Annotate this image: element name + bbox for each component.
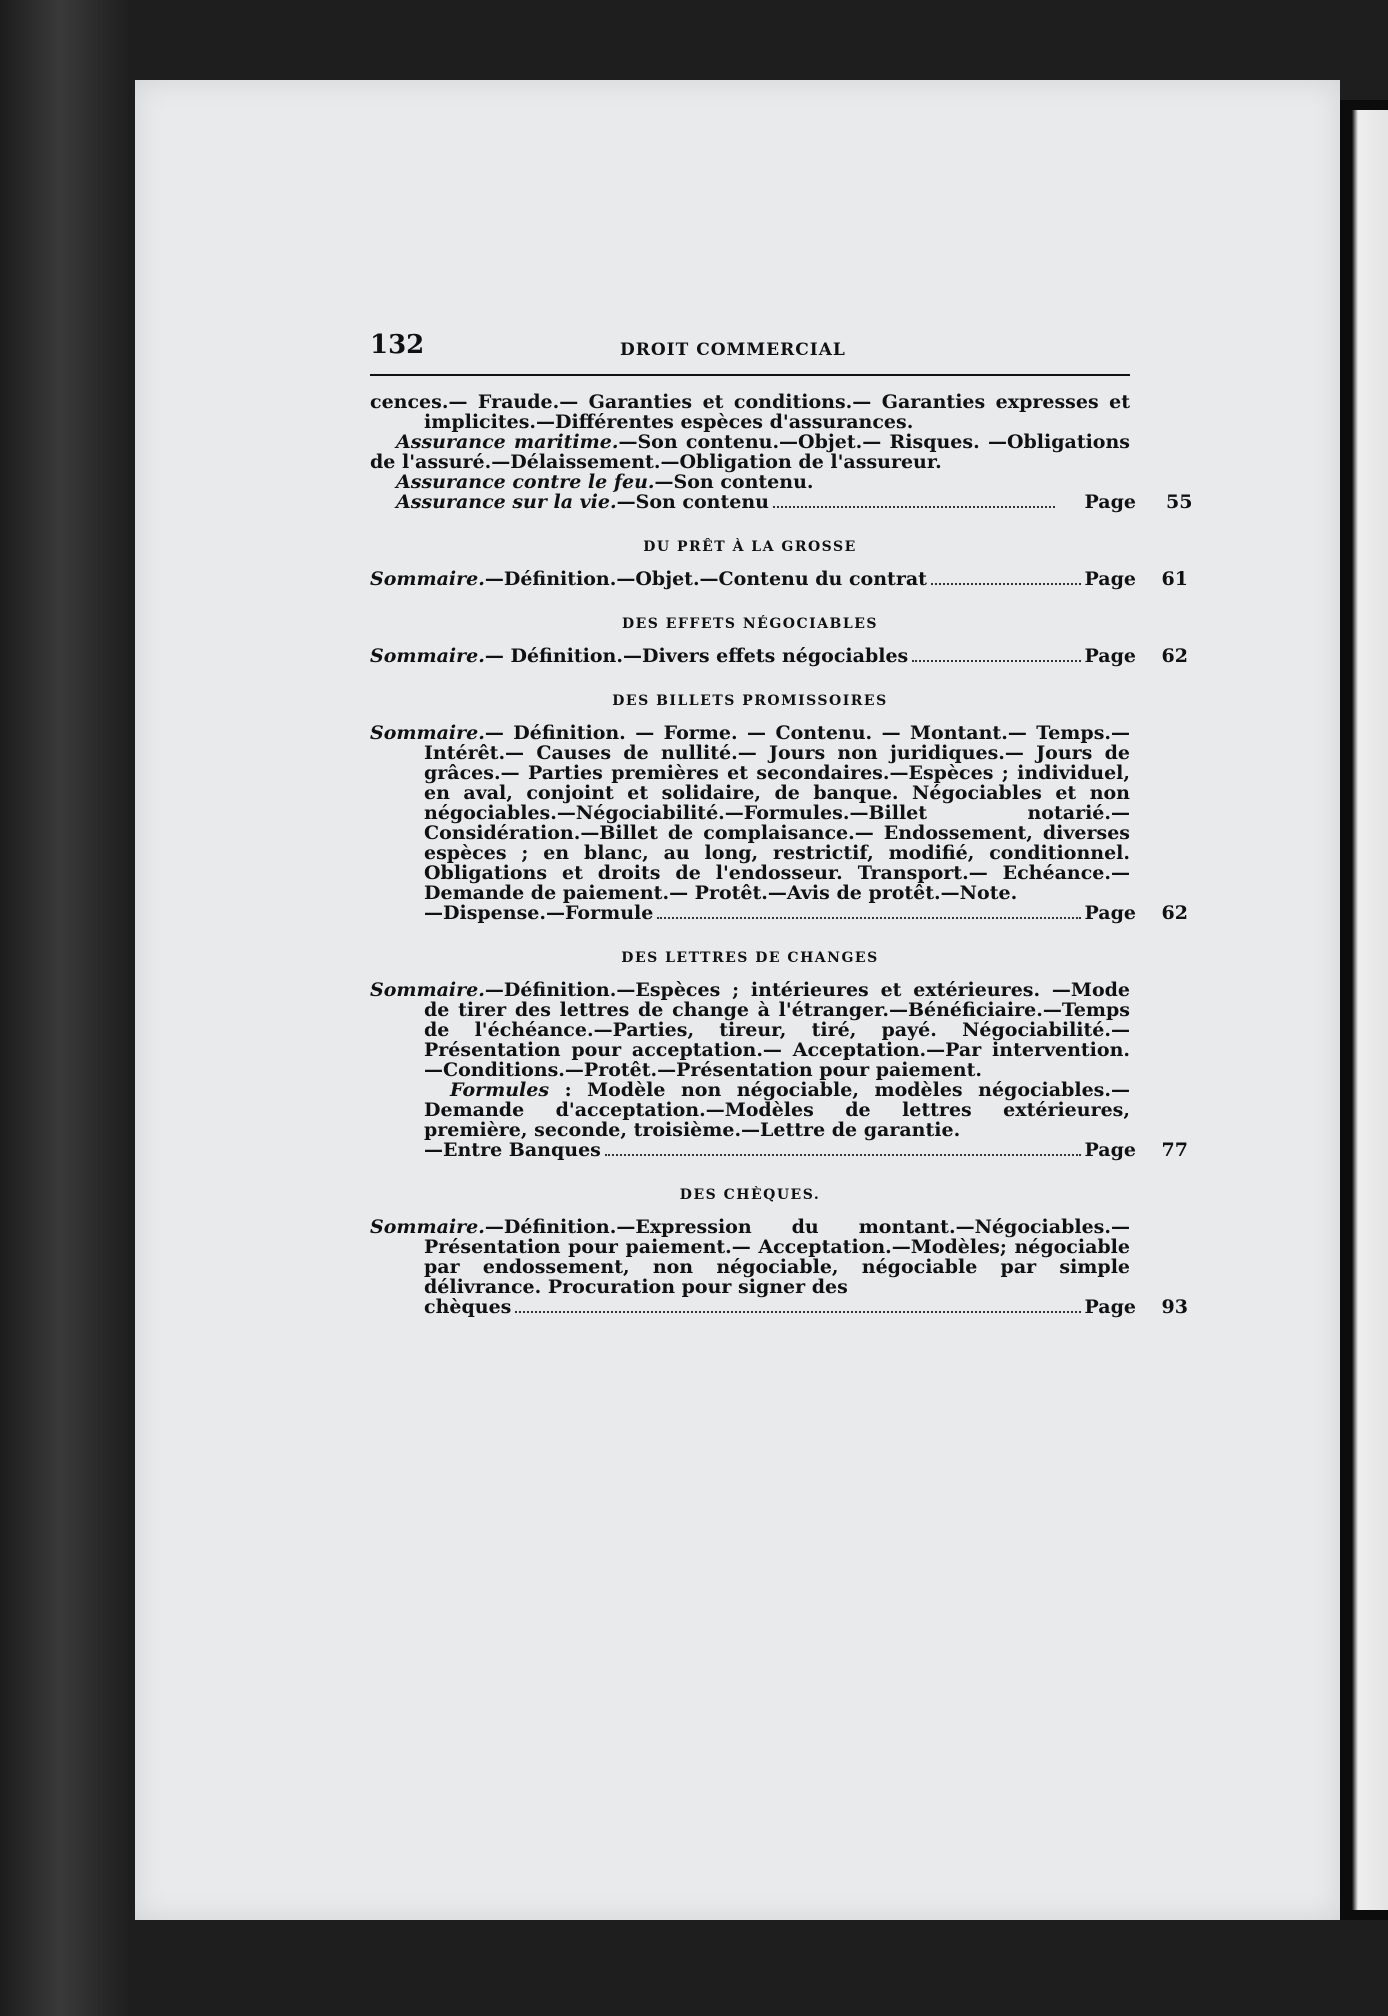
running-title: DROIT COMMERCIAL [620, 340, 846, 360]
marine-insurance-entry [370, 432, 1130, 472]
summary-text: — Définition. — Forme. — Contenu. — Montant.— Temps.— Intérêt.— Causes de nullité.— Jours non juridiques.— Jours de grâces.— Parties premières et secondaires.—Espèces ; individuel, en aval, conjoint et solidaire, de banque. Négociables et non négociables.—Négociabilité.—Formules.—Billet notarié.—Considération.—Billet de complaisance.— Endossement, diverses espèces ; en blanc, au long, restrictif, modifié, conditionnel. Obligations et droits de l'endosseur. Transport.— Echéance.— Demande de paiement.— Protêt.—Avis de protêt.—Note. [424, 722, 1130, 904]
page-label: Page [1084, 902, 1136, 924]
summary-text: — Définition.—Divers effets négociables [484, 645, 909, 667]
summary-label: Sommaire. [370, 722, 485, 744]
running-head [370, 330, 1130, 376]
page-label: Page [1084, 1139, 1136, 1161]
insurance-continuation: cences.— Fraude.— Garanties et conditions.— Garanties expresses et implicites.—Différentes espèces d'assurances. [370, 391, 1130, 433]
summary-text: —Définition.—Expression du montant.—Négociables.—Présentation pour paiement.— Acceptation.—Modèles; négociable par endossement, non négociable, négociable par simple délivrance. Procuration pour signer des [424, 1216, 1130, 1298]
summary-label: Sommaire. [370, 645, 485, 667]
section-summary [370, 645, 1188, 667]
summary-paragraph [370, 980, 1130, 1080]
section-heading: DES CHÈQUES. [679, 1187, 821, 1203]
section-heading: DU PRÊT À LA GROSSE [643, 539, 857, 555]
summary-line [370, 645, 1188, 667]
dot-leader [773, 506, 1055, 508]
page-ref: 93 [1161, 1296, 1188, 1318]
page-ref: 77 [1161, 1139, 1188, 1161]
page-number: 132 [370, 330, 425, 360]
dot-leader [605, 1154, 1081, 1156]
summary-last: —Entre Banques [424, 1139, 601, 1161]
summary-line [370, 568, 1188, 590]
formules-label: Formules [450, 1079, 550, 1101]
summary-last: —Dispense.—Formule [424, 902, 654, 924]
summary-paragraph [370, 723, 1130, 903]
summary-text: —Définition.—Espèces ; intérieures et extérieures. —Mode de tirer des lettres de change à l'étranger.—Bénéficiaire.—Temps de l'échéance.—Parties, tireur, tiré, payé. Négociabilité.— Présentation pour acceptation.— Acceptation.—Par intervention.—Conditions.—Protêt.—Présentation pour paiement. [424, 979, 1130, 1081]
page-label: Page [1084, 491, 1136, 513]
dot-leader [657, 917, 1080, 919]
page-ref: 62 [1161, 645, 1188, 667]
life-insurance-entry [370, 491, 1193, 513]
page-label: Page [1084, 645, 1136, 667]
summary-line [370, 1139, 1188, 1161]
summary-text: —Définition.—Objet.—Contenu du contrat [484, 568, 927, 590]
section-summary [370, 1216, 1188, 1318]
summary-line [370, 1296, 1188, 1318]
fire-insurance-text: —Son contenu. [654, 471, 814, 493]
page-label: Page [1084, 568, 1136, 590]
dot-leader [515, 1311, 1080, 1313]
section-summary [370, 979, 1188, 1161]
page-ref: 55 [1166, 491, 1193, 513]
section-summary [370, 568, 1188, 590]
summary-last: chèques [424, 1296, 512, 1318]
section-summary [370, 722, 1188, 924]
summary-paragraph [370, 1217, 1130, 1297]
insurance-block [370, 391, 1193, 513]
page-content [370, 330, 1193, 1318]
dot-leader [912, 660, 1080, 662]
section-heading: DES EFFETS NÉGOCIABLES [621, 616, 879, 632]
summary-line [370, 902, 1188, 924]
summary-label: Sommaire. [370, 568, 485, 590]
marine-insurance-text: —Son contenu.—Objet.— Risques. —Obligations de l'assuré.—Délaissement.—Obligation de l'assureur. [370, 431, 1130, 473]
formules-paragraph [370, 1080, 1130, 1140]
fire-insurance-label: Assurance contre le feu. [396, 471, 655, 493]
section-heading: DES BILLETS PROMISSOIRES [612, 693, 888, 709]
page-ref: 62 [1161, 902, 1188, 924]
section-heading: DES LETTRES DE CHANGES [621, 950, 879, 966]
life-insurance-text: —Son contenu [616, 491, 769, 513]
marine-insurance-label: Assurance maritime. [396, 431, 619, 453]
dot-leader [931, 583, 1081, 585]
formules-text: : Modèle non négociable, modèles négociables.—Demande d'acceptation.—Modèles de lettres extérieures, première, seconde, troisième.—Lettre de garantie. [424, 1079, 1130, 1141]
page-label: Page [1084, 1296, 1136, 1318]
life-insurance-label: Assurance sur la vie. [396, 491, 617, 513]
page-ref: 61 [1161, 568, 1188, 590]
summary-label: Sommaire. [370, 1216, 485, 1238]
summary-label: Sommaire. [370, 979, 485, 1001]
fire-insurance-entry [370, 472, 1130, 492]
next-page-strip [1352, 110, 1388, 1910]
